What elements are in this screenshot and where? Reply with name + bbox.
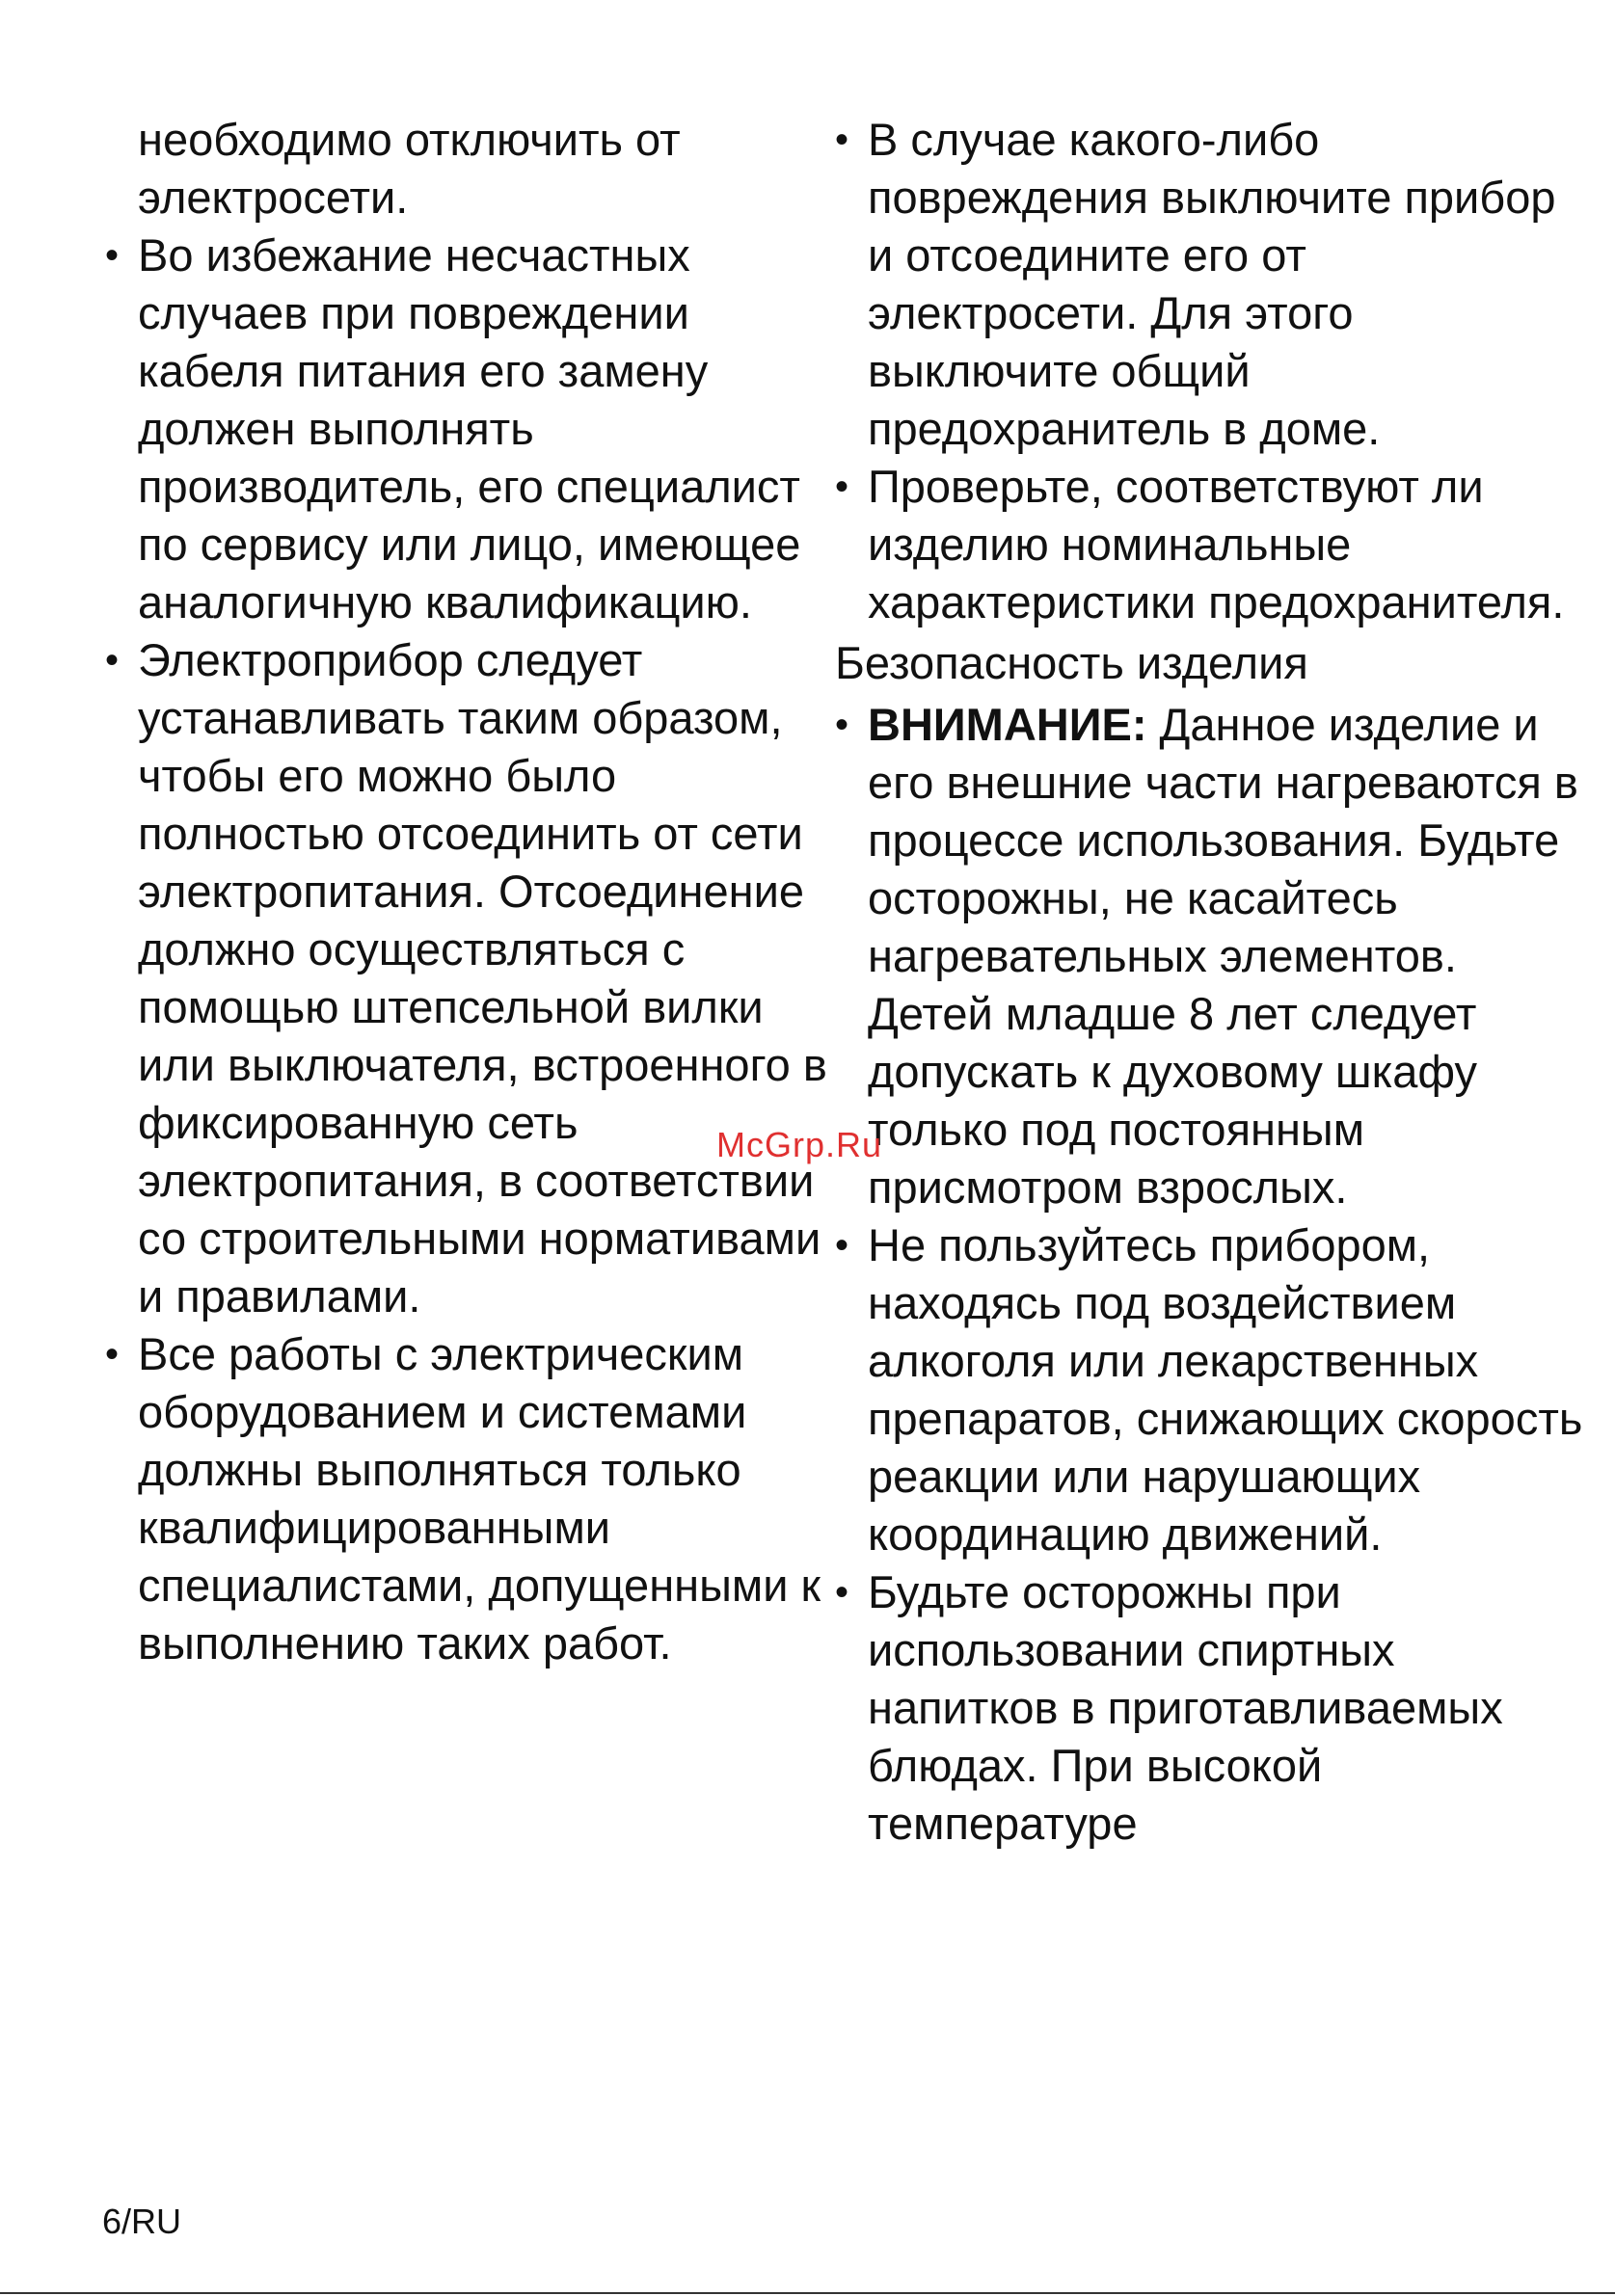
bullet-text: В случае какого-либо повреждения выключите прибор и отсоедините его от электросети. Для этого выключите общий предохранитель в доме.: [868, 114, 1556, 454]
bullet-icon: •: [105, 1333, 120, 1375]
bullet-item: [831, 1563, 1583, 1853]
bullet-icon: •: [835, 1571, 849, 1614]
continuation-paragraph: необходимо отключить от электросети.: [138, 114, 681, 223]
bullet-icon: •: [835, 119, 849, 161]
bullet-text: Будьте осторожны при использовании спиртных напитков в приготавливаемых блюдах. При высокой температуре: [868, 1566, 1503, 1849]
bullet-item: [831, 1216, 1583, 1563]
bullet-text: Проверьте, соответствуют ли изделию номинальные характеристики предохранителя.: [868, 461, 1565, 627]
bullet-text: Во избежание несчастных случаев при повреждении кабеля питания его замену должен выполнять производитель, его специалист по сервису или лицо, имеющее аналогичную квалификацию.: [138, 229, 801, 627]
bullet-text: Не пользуйтесь прибором, находясь под воздействием алкоголя или лекарственных препаратов, снижающих скорость реакции или нарушающих координацию движений.: [868, 1219, 1583, 1560]
section-heading: Безопасность изделия: [835, 637, 1308, 688]
bullet-item: [101, 1325, 834, 1672]
bullet-icon: •: [835, 466, 849, 508]
warning-text: Данное изделие и его внешние части нагреваются в процессе использования. Будьте осторожны, не касайтесь нагревательных элементов. Детей младше 8 лет следует допускать к духовому шкафу только под постоянным присмотром взрослых.: [868, 699, 1578, 1213]
bullet-icon: •: [105, 639, 120, 681]
warning-item: [831, 696, 1583, 1216]
warning-label: ВНИМАНИЕ:: [868, 699, 1147, 750]
bullet-text: Электроприбор следует устанавливать таким образом, чтобы его можно было полностью отсоединить от сети электропитания. Отсоединение должно осуществляться с помощью штепсельной вилки или выключателя, встроенного в фиксированную сеть электропитания, в соответствии со строительными нормативами и правилами.: [138, 634, 827, 1322]
bullet-icon: •: [105, 234, 120, 277]
left-column: [101, 111, 834, 1672]
bullet-icon: •: [835, 1224, 849, 1267]
bullet-icon: •: [835, 704, 849, 746]
bullet-text: Все работы с электрическим оборудованием и системами должны выполняться только квалифицированными специалистами, допущенными к выполнению таких работ.: [138, 1328, 821, 1669]
bullet-item: [101, 227, 834, 631]
right-column: [831, 111, 1583, 1853]
bottom-divider: [0, 2292, 1615, 2294]
watermark: McGrp.Ru: [716, 1125, 883, 1164]
bullet-item: [101, 631, 834, 1325]
bullet-item: [831, 111, 1583, 458]
page-number: 6/RU: [102, 2202, 182, 2241]
bullet-item: [831, 458, 1583, 631]
